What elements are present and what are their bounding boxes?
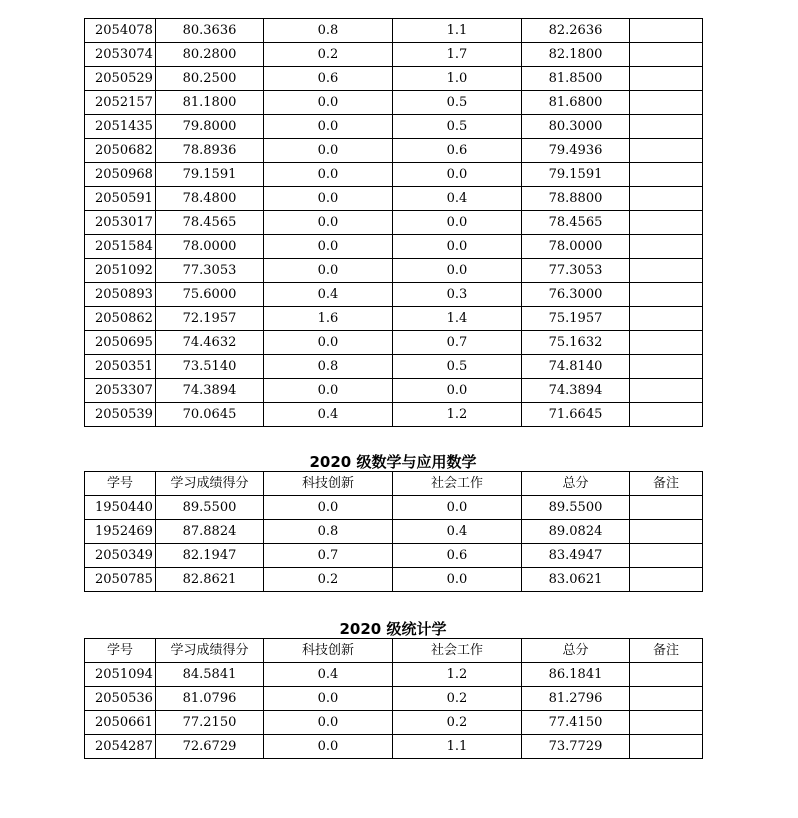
- header-social-work: 社会工作: [393, 472, 522, 496]
- cell-innovation: 0.0: [264, 379, 393, 403]
- cell-academic-score: 81.0796: [156, 687, 264, 711]
- table-row: [85, 663, 703, 687]
- table-row: [85, 520, 703, 544]
- header-remarks: 备注: [630, 472, 703, 496]
- header-total: 总分: [522, 472, 630, 496]
- cell-academic-score: 75.6000: [156, 283, 264, 307]
- cell-innovation: 0.0: [264, 211, 393, 235]
- cell-student-id: 2050591: [85, 187, 156, 211]
- cell-total: 79.4936: [522, 139, 630, 163]
- cell-total: 75.1957: [522, 307, 630, 331]
- cell-student-id: 2050695: [85, 331, 156, 355]
- table-row: [85, 139, 703, 163]
- score-table-math: [84, 471, 703, 592]
- cell-student-id: 2051584: [85, 235, 156, 259]
- table-row: [85, 711, 703, 735]
- cell-student-id: 2053017: [85, 211, 156, 235]
- cell-innovation: 0.6: [264, 67, 393, 91]
- cell-student-id: 2050529: [85, 67, 156, 91]
- cell-social-work: 1.2: [393, 403, 522, 427]
- cell-remarks: [630, 187, 703, 211]
- cell-academic-score: 84.5841: [156, 663, 264, 687]
- header-student-id: 学号: [85, 639, 156, 663]
- cell-social-work: 0.2: [393, 711, 522, 735]
- cell-remarks: [630, 520, 703, 544]
- cell-innovation: 0.4: [264, 663, 393, 687]
- cell-total: 77.3053: [522, 259, 630, 283]
- cell-student-id: 2054287: [85, 735, 156, 759]
- cell-academic-score: 89.5500: [156, 496, 264, 520]
- cell-total: 81.8500: [522, 67, 630, 91]
- table-row: [85, 687, 703, 711]
- cell-total: 81.6800: [522, 91, 630, 115]
- table-row: [85, 544, 703, 568]
- cell-innovation: 0.0: [264, 331, 393, 355]
- cell-student-id: 2050785: [85, 568, 156, 592]
- cell-total: 83.0621: [522, 568, 630, 592]
- cell-total: 75.1632: [522, 331, 630, 355]
- cell-social-work: 1.7: [393, 43, 522, 67]
- cell-social-work: 0.0: [393, 259, 522, 283]
- cell-total: 83.4947: [522, 544, 630, 568]
- cell-innovation: 0.0: [264, 687, 393, 711]
- cell-social-work: 1.4: [393, 307, 522, 331]
- cell-student-id: 2050862: [85, 307, 156, 331]
- table-row: [85, 259, 703, 283]
- table-row: [85, 307, 703, 331]
- table-row: [85, 211, 703, 235]
- cell-total: 80.3000: [522, 115, 630, 139]
- table-row: [85, 283, 703, 307]
- cell-innovation: 0.0: [264, 735, 393, 759]
- cell-remarks: [630, 43, 703, 67]
- cell-social-work: 1.1: [393, 19, 522, 43]
- cell-remarks: [630, 544, 703, 568]
- section-title-math: 2020 级数学与应用数学: [309, 453, 477, 471]
- cell-academic-score: 82.1947: [156, 544, 264, 568]
- cell-academic-score: 78.4800: [156, 187, 264, 211]
- score-table-continued: [84, 18, 703, 427]
- cell-innovation: 0.0: [264, 496, 393, 520]
- cell-student-id: 2053074: [85, 43, 156, 67]
- cell-total: 82.1800: [522, 43, 630, 67]
- cell-student-id: 1950440: [85, 496, 156, 520]
- cell-remarks: [630, 496, 703, 520]
- table-row: [85, 331, 703, 355]
- cell-social-work: 0.2: [393, 687, 522, 711]
- cell-remarks: [630, 259, 703, 283]
- table-row: [85, 115, 703, 139]
- cell-remarks: [630, 91, 703, 115]
- cell-student-id: 2050893: [85, 283, 156, 307]
- cell-remarks: [630, 403, 703, 427]
- header-student-id: 学号: [85, 472, 156, 496]
- table-row: [85, 735, 703, 759]
- cell-academic-score: 79.8000: [156, 115, 264, 139]
- cell-student-id: 2050968: [85, 163, 156, 187]
- header-innovation: 科技创新: [264, 639, 393, 663]
- cell-innovation: 0.8: [264, 355, 393, 379]
- cell-remarks: [630, 379, 703, 403]
- cell-academic-score: 77.2150: [156, 711, 264, 735]
- cell-social-work: 0.7: [393, 331, 522, 355]
- cell-total: 89.5500: [522, 496, 630, 520]
- table-row: [85, 568, 703, 592]
- cell-academic-score: 78.8936: [156, 139, 264, 163]
- cell-student-id: 2050661: [85, 711, 156, 735]
- cell-social-work: 0.0: [393, 163, 522, 187]
- cell-academic-score: 78.0000: [156, 235, 264, 259]
- cell-social-work: 0.5: [393, 91, 522, 115]
- cell-student-id: 2050536: [85, 687, 156, 711]
- cell-total: 71.6645: [522, 403, 630, 427]
- cell-student-id: 2051435: [85, 115, 156, 139]
- table-row: [85, 235, 703, 259]
- cell-total: 86.1841: [522, 663, 630, 687]
- cell-innovation: 0.0: [264, 163, 393, 187]
- header-remarks: 备注: [630, 639, 703, 663]
- cell-academic-score: 81.1800: [156, 91, 264, 115]
- cell-academic-score: 70.0645: [156, 403, 264, 427]
- cell-total: 82.2636: [522, 19, 630, 43]
- header-academic-score: 学习成绩得分: [156, 472, 264, 496]
- table-header-row: [85, 639, 703, 663]
- cell-academic-score: 77.3053: [156, 259, 264, 283]
- cell-total: 76.3000: [522, 283, 630, 307]
- cell-remarks: [630, 163, 703, 187]
- cell-student-id: 2052157: [85, 91, 156, 115]
- cell-social-work: 1.2: [393, 663, 522, 687]
- cell-total: 74.3894: [522, 379, 630, 403]
- section-title-statistics: 2020 级统计学: [339, 620, 447, 638]
- cell-student-id: 1952469: [85, 520, 156, 544]
- table-row: [85, 91, 703, 115]
- cell-innovation: 0.4: [264, 403, 393, 427]
- cell-academic-score: 79.1591: [156, 163, 264, 187]
- cell-innovation: 0.0: [264, 235, 393, 259]
- cell-student-id: 2050349: [85, 544, 156, 568]
- header-social-work: 社会工作: [393, 639, 522, 663]
- cell-remarks: [630, 115, 703, 139]
- cell-remarks: [630, 211, 703, 235]
- cell-social-work: 0.3: [393, 283, 522, 307]
- cell-social-work: 0.6: [393, 544, 522, 568]
- cell-social-work: 1.1: [393, 735, 522, 759]
- cell-total: 77.4150: [522, 711, 630, 735]
- cell-total: 73.7729: [522, 735, 630, 759]
- cell-academic-score: 72.6729: [156, 735, 264, 759]
- header-academic-score: 学习成绩得分: [156, 639, 264, 663]
- cell-academic-score: 73.5140: [156, 355, 264, 379]
- cell-innovation: 0.0: [264, 91, 393, 115]
- cell-social-work: 0.4: [393, 187, 522, 211]
- cell-remarks: [630, 331, 703, 355]
- cell-social-work: 0.0: [393, 496, 522, 520]
- cell-social-work: 1.0: [393, 67, 522, 91]
- cell-social-work: 0.0: [393, 379, 522, 403]
- table-row: [85, 403, 703, 427]
- cell-student-id: 2053307: [85, 379, 156, 403]
- cell-social-work: 0.0: [393, 235, 522, 259]
- cell-academic-score: 80.2800: [156, 43, 264, 67]
- table-row: [85, 496, 703, 520]
- table-row: [85, 163, 703, 187]
- table-row: [85, 187, 703, 211]
- cell-remarks: [630, 67, 703, 91]
- cell-social-work: 0.5: [393, 355, 522, 379]
- table-row: [85, 355, 703, 379]
- cell-academic-score: 74.4632: [156, 331, 264, 355]
- cell-remarks: [630, 735, 703, 759]
- cell-total: 81.2796: [522, 687, 630, 711]
- cell-remarks: [630, 568, 703, 592]
- score-table-statistics: [84, 638, 703, 759]
- cell-innovation: 0.2: [264, 568, 393, 592]
- cell-remarks: [630, 235, 703, 259]
- table-row: [85, 67, 703, 91]
- cell-academic-score: 82.8621: [156, 568, 264, 592]
- cell-innovation: 0.8: [264, 520, 393, 544]
- header-innovation: 科技创新: [264, 472, 393, 496]
- cell-social-work: 0.5: [393, 115, 522, 139]
- cell-social-work: 0.4: [393, 520, 522, 544]
- cell-remarks: [630, 711, 703, 735]
- cell-student-id: 2051094: [85, 663, 156, 687]
- cell-innovation: 0.0: [264, 187, 393, 211]
- cell-innovation: 0.0: [264, 139, 393, 163]
- cell-total: 79.1591: [522, 163, 630, 187]
- table-row: [85, 43, 703, 67]
- cell-total: 78.0000: [522, 235, 630, 259]
- cell-social-work: 0.0: [393, 211, 522, 235]
- cell-student-id: 2051092: [85, 259, 156, 283]
- cell-academic-score: 80.3636: [156, 19, 264, 43]
- cell-remarks: [630, 283, 703, 307]
- cell-innovation: 0.0: [264, 259, 393, 283]
- cell-remarks: [630, 19, 703, 43]
- cell-innovation: 0.4: [264, 283, 393, 307]
- table-header-row: [85, 472, 703, 496]
- cell-remarks: [630, 355, 703, 379]
- cell-student-id: 2054078: [85, 19, 156, 43]
- cell-academic-score: 87.8824: [156, 520, 264, 544]
- cell-academic-score: 80.2500: [156, 67, 264, 91]
- cell-remarks: [630, 307, 703, 331]
- cell-social-work: 0.6: [393, 139, 522, 163]
- cell-total: 74.8140: [522, 355, 630, 379]
- cell-remarks: [630, 139, 703, 163]
- cell-innovation: 0.0: [264, 711, 393, 735]
- cell-academic-score: 72.1957: [156, 307, 264, 331]
- cell-student-id: 2050351: [85, 355, 156, 379]
- cell-total: 89.0824: [522, 520, 630, 544]
- cell-total: 78.4565: [522, 211, 630, 235]
- cell-remarks: [630, 687, 703, 711]
- cell-student-id: 2050682: [85, 139, 156, 163]
- cell-student-id: 2050539: [85, 403, 156, 427]
- cell-innovation: 0.0: [264, 115, 393, 139]
- cell-innovation: 0.8: [264, 19, 393, 43]
- cell-academic-score: 78.4565: [156, 211, 264, 235]
- header-total: 总分: [522, 639, 630, 663]
- cell-innovation: 0.2: [264, 43, 393, 67]
- cell-academic-score: 74.3894: [156, 379, 264, 403]
- table-row: [85, 19, 703, 43]
- cell-innovation: 0.7: [264, 544, 393, 568]
- cell-innovation: 1.6: [264, 307, 393, 331]
- cell-remarks: [630, 663, 703, 687]
- table-row: [85, 379, 703, 403]
- cell-total: 78.8800: [522, 187, 630, 211]
- cell-social-work: 0.0: [393, 568, 522, 592]
